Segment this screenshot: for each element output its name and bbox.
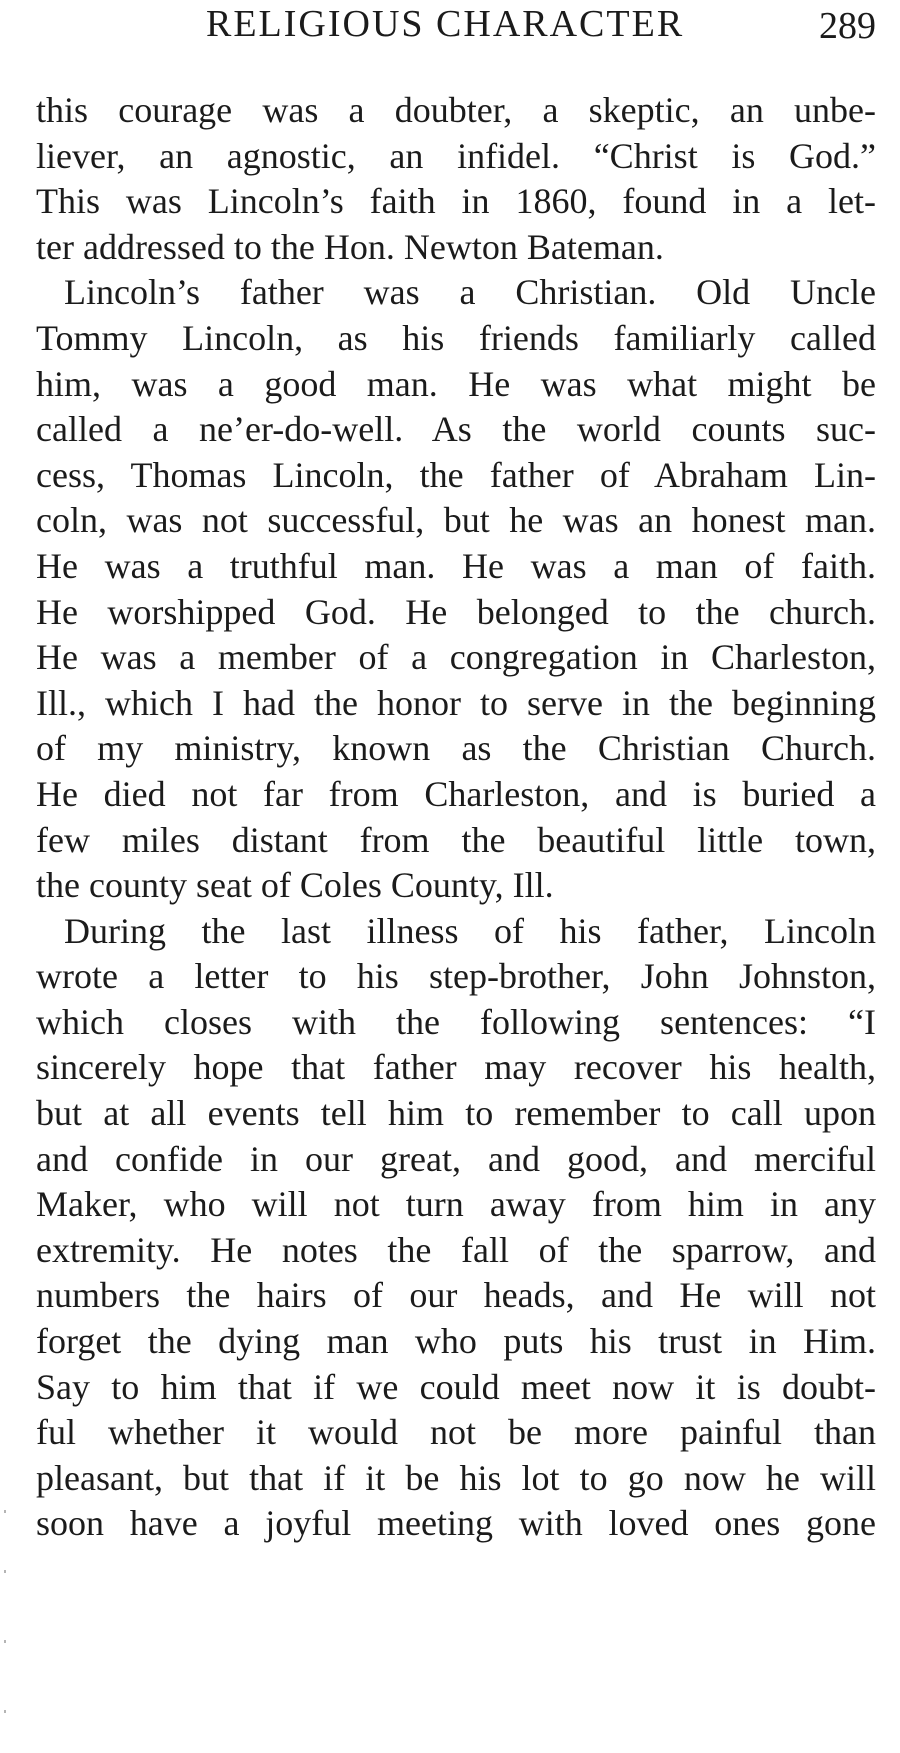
- text-line: extremity. He notes the fall of the sparrow, and: [36, 1229, 876, 1270]
- text-line: He was a member of a congregation in Charleston,: [36, 637, 876, 678]
- scan-speck: [4, 1710, 6, 1713]
- text-line: He was a truthful man. He was a man of faith.: [36, 545, 876, 586]
- paragraph-3: [36, 909, 876, 1547]
- scan-margin-specks: [4, 1510, 12, 1750]
- text-line: wrote a letter to his step-brother, John Johnston,: [36, 956, 876, 997]
- page-number: 289: [819, 5, 876, 47]
- text-line: This was Lincoln’s faith in 1860, found in a let-: [36, 181, 876, 222]
- running-head-title: RELIGIOUS CHARACTER: [206, 3, 685, 45]
- text-line: and confide in our great, and good, and merciful: [36, 1138, 876, 1179]
- text-line: Tommy Lincoln, as his friends familiarly called: [36, 317, 876, 358]
- text-line: soon have a joyful meeting with loved ones gone: [36, 1503, 876, 1544]
- paragraph-2: [36, 270, 876, 908]
- text-line: which closes with the following sentences: “I: [36, 1001, 876, 1042]
- text-line: forget the dying man who puts his trust in Him.: [36, 1321, 876, 1362]
- text-line: cess, Thomas Lincoln, the father of Abraham Lin-: [36, 454, 876, 495]
- text-line: the county seat of Coles County, Ill.: [36, 865, 554, 906]
- text-line: Lincoln’s father was a Christian. Old Uncle: [64, 272, 876, 313]
- running-head: [36, 0, 876, 60]
- text-line: numbers the hairs of our heads, and He will not: [36, 1275, 876, 1316]
- text-line: liever, an agnostic, an infidel. “Christ is God.”: [36, 135, 876, 176]
- body-text: [36, 88, 876, 1547]
- text-line: During the last illness of his father, Lincoln: [64, 910, 876, 951]
- scan-speck: [4, 1570, 6, 1573]
- text-line: but at all events tell him to remember to call upon: [36, 1093, 876, 1134]
- scan-speck: [4, 1510, 6, 1513]
- text-line: Ill., which I had the honor to serve in the beginning: [36, 682, 876, 723]
- text-line: He died not far from Charleston, and is buried a: [36, 773, 876, 814]
- text-line: Say to him that if we could meet now it is doubt-: [36, 1366, 876, 1407]
- text-line: him, was a good man. He was what might be: [36, 363, 876, 404]
- scan-speck: [4, 1640, 6, 1643]
- text-line: ful whether it would not be more painful than: [36, 1412, 876, 1453]
- paragraph-1: [36, 88, 876, 270]
- text-line: called a ne’er-do-well. As the world counts suc-: [36, 409, 876, 450]
- text-line: ter addressed to the Hon. Newton Bateman.: [36, 226, 664, 267]
- text-line: coln, was not successful, but he was an honest man.: [36, 500, 876, 541]
- text-line: pleasant, but that if it be his lot to go now he will: [36, 1457, 876, 1498]
- text-line: this courage was a doubter, a skeptic, an unbe-: [36, 90, 876, 130]
- text-line: of my ministry, known as the Christian Church.: [36, 728, 876, 769]
- text-line: sincerely hope that father may recover his health,: [36, 1047, 876, 1088]
- text-line: few miles distant from the beautiful little town,: [36, 819, 876, 860]
- text-line: Maker, who will not turn away from him in any: [36, 1184, 876, 1225]
- text-line: He worshipped God. He belonged to the church.: [36, 591, 876, 632]
